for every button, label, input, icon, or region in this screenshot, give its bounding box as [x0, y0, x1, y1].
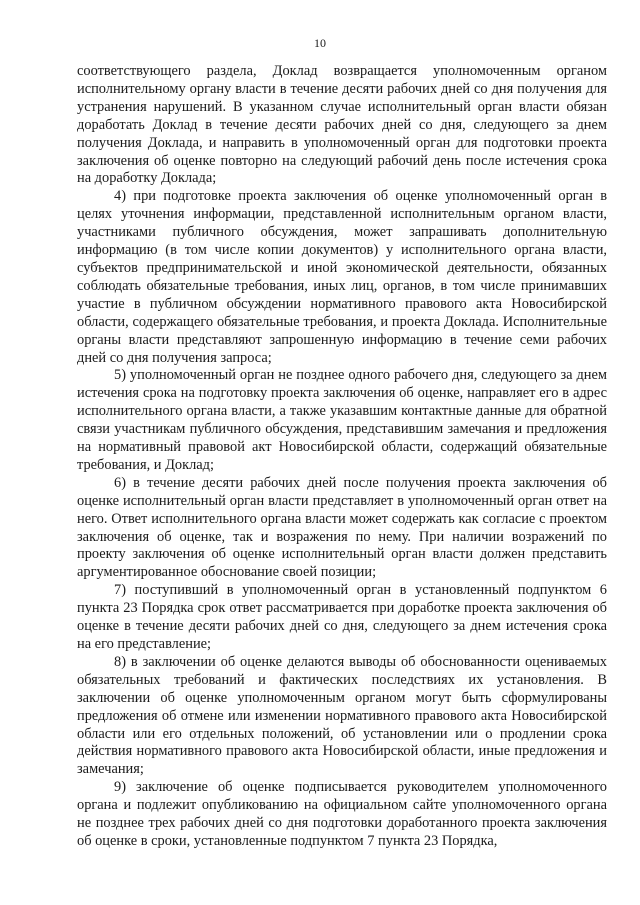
paragraph-item-5: 5) уполномоченный орган не позднее одного рабочего дня, следующего за днем истечения срока на подготовку проекта заключения об оценке, направляет его в адрес исполнительного органа власти, а также указавшим контактные данные для обратной связи участникам публичного обсуждения, представившим замечания и предложения на нормативный правовой акт Новосибирской области, содержащий обязательные требования, и Доклад;: [77, 367, 607, 473]
paragraph-item-6: 6) в течение десяти рабочих дней после получения проекта заключения об оценке исполнительный орган власти представляет в уполномоченный орган ответ на него. Ответ исполнительного органа власти может содержать как согласие с проектом заключения об оценке, так и возражения по нему. При наличии возражений по проекту заключения об оценке исполнительный орган власти должен представить аргументированное обоснование своей позиции;: [77, 474, 607, 581]
paragraph-continuation: соответствующего раздела, Доклад возвращается уполномоченным органом исполнительному органу власти в течение десяти рабочих дней со дня получения для устранения нарушений. В указанном случае исполнительный орган власти обязан доработать Доклад в течение десяти рабочих дней со дня, следующего за днем получения Доклада, и направить в уполномоченный орган для подготовки проекта заключения об оценке повторно на следующий рабочий день после истечения срока на доработку Доклада;: [77, 63, 607, 187]
paragraph-item-4: 4) при подготовке проекта заключения об оценке уполномоченный орган в целях уточнения информации, представленной исполнительным органом власти, участниками публичного обсуждения, может запрашивать дополнительную информацию (в том числе копии документов) у исполнительного органа власти, субъектов предпринимательской и иной экономической деятельности, обязанных соблюдать обязательные требования, иных лиц, органов, в том числе принимавших участие в публичном обсуждении нормативного правового акта Новосибирской области, содержащего обязательные требования, и проекта Доклада. Исполнительные органы власти представляют запрошенную информацию в течение семи рабочих дней со дня получения запроса;: [77, 188, 607, 366]
document-body: [77, 63, 607, 851]
paragraph-item-9: 9) заключение об оценке подписывается руководителем уполномоченного органа и подлежит опубликованию на официальном сайте уполномоченного органа не позднее трех рабочих дней со дня подготовки доработанного проекта заключения об оценке в сроки, установленные подпунктом 7 пункта 23 Порядка,: [77, 779, 607, 849]
page-number: 10: [314, 36, 326, 50]
paragraph-item-7: 7) поступивший в уполномоченный орган в установленный подпунктом 6 пункта 23 Порядка срок ответ рассматривается при доработке проекта заключения об оценке в течение десяти рабочих дней со дня, следующего за днем истечения срока на его представление;: [77, 582, 607, 652]
paragraph-item-8: 8) в заключении об оценке делаются выводы об обоснованности оцениваемых обязательных требований и фактических последствиях их установления. В заключении об оценке уполномоченным органом могут быть сформулированы предложения об отмене или изменении нормативного правового акта Новосибирской области или его отдельных положений, об установлении или о продлении срока действия нормативного правового акта Новосибирской области, иные предложения и замечания;: [77, 653, 607, 778]
